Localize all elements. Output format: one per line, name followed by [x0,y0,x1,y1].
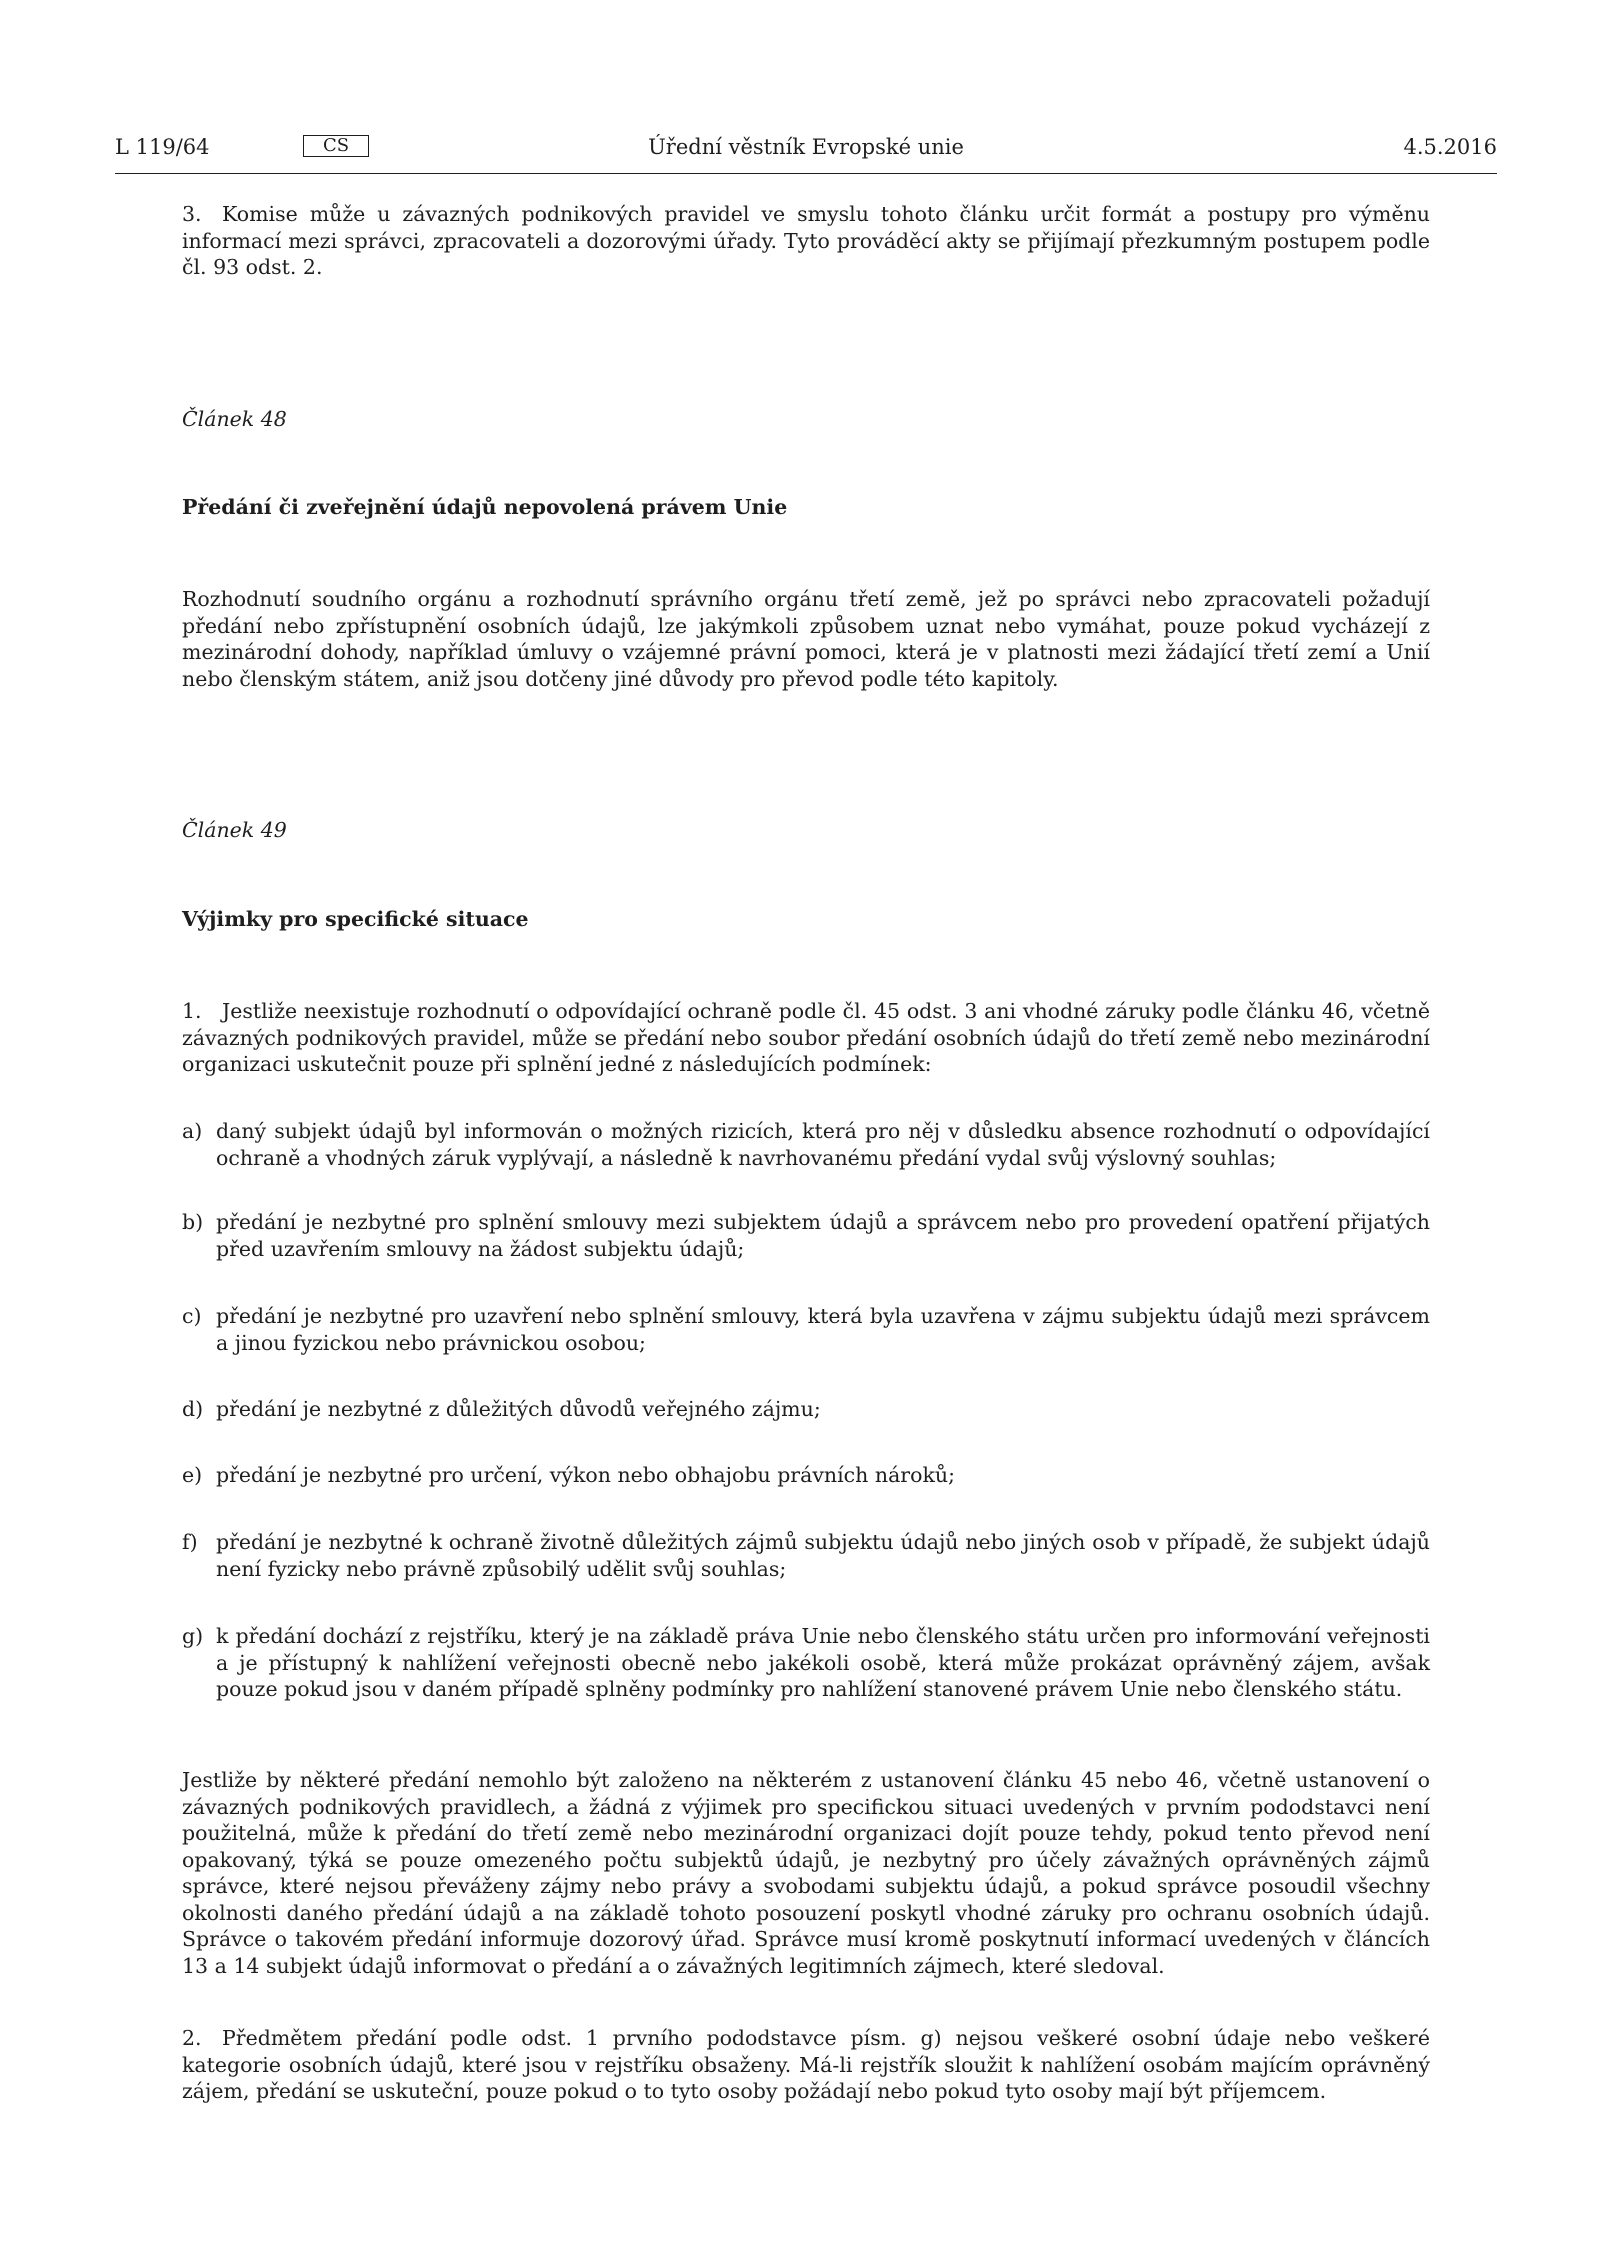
paragraph-text: Jestliže neexistuje rozhodnutí o odpovídající ochraně podle čl. 45 odst. 3 ani vhodné záruky podle článku 46, včetně závazných podnikových pravidel, může se předání nebo soubor předání osobních údajů do třetí země nebo mezinárodní organizaci uskutečnit pouze při splnění jedné z následujících podmínek: [182,999,1430,1076]
item-text: předání je nezbytné pro uzavření nebo splnění smlouvy, která byla uzavřena v zájmu subjektu údajů mezi správcem a jinou fyzickou nebo právnickou osobou; [216,1304,1430,1355]
item-label: a) [182,1119,203,1143]
item-text: předání je nezbytné z důležitých důvodů veřejného zájmu; [216,1397,821,1421]
list-item-c [182,1303,1430,1356]
article-48-number: Článek 48 [182,407,287,431]
page-header [115,132,1497,162]
publication-date: 4.5.2016 [1403,135,1497,159]
item-text: daný subjekt údajů byl informován o možných rizicích, která pro něj v důsledku absence rozhodnutí o odpovídající ochraně a vhodných záruk vyplývají, a následně k navrhovanému předání vydal svůj výslovný souhlas; [216,1119,1430,1170]
list-item-f [182,1529,1430,1582]
item-text: předání je nezbytné pro splnění smlouvy mezi subjektem údajů a správcem nebo pro provedení opatření přijatých před uzavřením smlouvy na žádost subjektu údajů; [216,1210,1430,1261]
item-label: g) [182,1624,204,1648]
article-49-paragraph-1 [182,998,1430,1078]
list-item-e [182,1462,1430,1489]
article-49-paragraph-2 [182,2025,1430,2105]
list-item-d [182,1396,1430,1423]
page-reference: L 119/64 [115,135,210,159]
paragraph-text: Předmětem předání podle odst. 1 prvního pododstavce písm. g) nejsou veškeré osobní údaje nebo veškeré kategorie osobních údajů, které jsou v rejstříku obsaženy. Má-li rejstřík sloužit k nahlížení osobám majícím oprávněný zájem, předání se uskuteční, pouze pokud o to tyto osoby požádají nebo pokud tyto osoby mají být příjemcem. [182,2026,1430,2103]
paragraph-text: Komise může u závazných podnikových pravidel ve smyslu tohoto článku určit formát a postupy pro výměnu informací mezi správci, zpracovateli a dozorovými úřady. Tyto prováděcí akty se přijímají přezkumným postupem podle čl. 93 odst. 2. [182,202,1430,279]
item-label: f) [182,1530,198,1554]
article-49-number: Článek 49 [182,818,287,842]
paragraph-number: 1. [182,999,202,1023]
item-label: b) [182,1210,204,1234]
list-item-b [182,1209,1430,1262]
item-text: předání je nezbytné pro určení, výkon nebo obhajobu právních nároků; [216,1463,955,1487]
article-49-title: Výjimky pro specifické situace [182,907,529,931]
paragraph-number: 2. [182,2026,202,2050]
item-label: c) [182,1304,202,1328]
language-badge: CS [303,135,369,157]
article-49-subparagraph: Jestliže by některé předání nemohlo být založeno na některém z ustanovení článku 45 nebo 46, včetně ustanovení o závazných podnikových pravidlech, a žádná z výjimek pro specifickou situaci uvedených v prvním pododstavci není použitelná, může k předání do třetí země nebo mezinárodní organizaci dojít pouze tehdy, pokud tento převod není opakovaný, týká se pouze omezeného počtu subjektů údajů, je nezbytný pro účely závažných oprávněných zájmů správce, které nejsou převáženy zájmy nebo právy a svobodami subjektu údajů, a pokud správce posoudil všechny okolnosti daného předání údajů a na základě tohoto posouzení poskytl vhodné záruky pro ochranu osobních údajů. Správce o takovém předání informuje dozorový úřad. Správce musí kromě poskytnutí informací uvedených v článcích 13 a 14 subjekt údajů informovat o předání a o závažných legitimních zájmech, které sledoval. [182,1768,1430,1978]
list-item-a [182,1118,1430,1171]
list-item-g [182,1623,1430,1703]
journal-title: Úřední věstník Evropské unie [648,135,964,159]
article-48-title: Předání či zveřejnění údajů nepovolená právem Unie [182,495,788,519]
item-label: e) [182,1463,203,1487]
item-text: k předání dochází z rejstříku, který je na základě práva Unie nebo členského státu určen pro informování veřejnosti a je přístupný k nahlížení veřejnosti obecně nebo jakékoli osobě, která může prokázat oprávněný zájem, avšak pouze pokud jsou v daném případě splněny podmínky pro nahlížení stanovené právem Unie nebo členského státu. [216,1624,1430,1701]
header-rule [115,173,1497,174]
item-label: d) [182,1397,204,1421]
paragraph-number: 3. [182,202,202,226]
item-text: předání je nezbytné k ochraně životně důležitých zájmů subjektu údajů nebo jiných osob v případě, že subjekt údajů není fyzicky nebo právně způsobilý udělit svůj souhlas; [216,1530,1430,1581]
article-48-text: Rozhodnutí soudního orgánu a rozhodnutí správního orgánu třetí země, jež po správci nebo zpracovateli požadují předání nebo zpřístupnění osobních údajů, lze jakýmkoli způsobem uznat nebo vymáhat, pouze pokud vycházejí z mezinárodní dohody, například úmluvy o vzájemné právní pomoci, která je v platnosti mezi žádající třetí zemí a Unií nebo členským státem, aniž jsou dotčeny jiné důvody pro převod podle této kapitoly. [182,587,1430,691]
paragraph-3 [182,201,1430,281]
